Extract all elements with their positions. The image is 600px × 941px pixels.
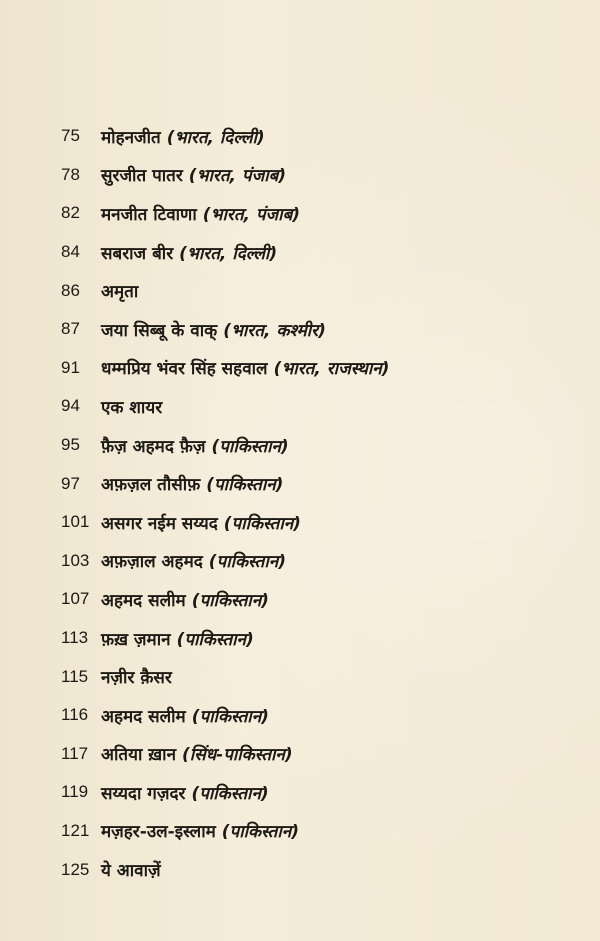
page-number: 78 — [61, 164, 80, 184]
entry-title: अफ़ज़ाल अहमद — [101, 552, 203, 573]
page-number: 113 — [61, 628, 89, 648]
entry-place: (पाकिस्तान) — [221, 822, 299, 843]
entry-title: सुरजीत पातर — [101, 166, 183, 187]
page-number: 97 — [61, 473, 80, 493]
toc-entry — [61, 503, 581, 542]
toc-entry — [61, 542, 581, 581]
toc-entry — [61, 657, 581, 696]
toc-entry — [61, 426, 581, 465]
entry-place: (पाकिस्तान) — [208, 552, 286, 573]
toc-entry — [61, 696, 581, 735]
toc-entry — [61, 850, 581, 889]
page-number: 107 — [61, 589, 90, 609]
toc-entry — [61, 271, 581, 310]
page-number: 119 — [61, 782, 89, 802]
entry-place: (भारत, कश्मीर) — [223, 320, 326, 341]
entry-title: मज़हर-उल-इस्लाम — [101, 822, 216, 843]
toc-entry — [61, 735, 581, 774]
toc-entry — [61, 310, 581, 349]
toc-entry — [61, 349, 581, 388]
page-number: 82 — [61, 203, 80, 223]
page-number: 115 — [61, 666, 89, 686]
entry-place: (पाकिस्तान) — [176, 629, 254, 650]
entry-title: अफ़ज़ल तौसीफ़ — [101, 475, 201, 496]
entry-title: जया सिब्बू के वाक् — [101, 320, 218, 341]
entry-place: (भारत, पंजाब) — [188, 166, 287, 187]
toc-entry — [61, 619, 581, 658]
entry-title: अहमद सलीम — [101, 706, 186, 727]
page-number: 101 — [61, 512, 90, 532]
entry-place: (पाकिस्तान) — [191, 783, 269, 804]
entry-place: (पाकिस्तान) — [206, 475, 284, 496]
page-number: 116 — [61, 705, 89, 725]
page-number: 117 — [61, 743, 89, 763]
entry-place: (पाकिस्तान) — [191, 590, 269, 611]
toc-entry — [61, 580, 581, 619]
toc-entry — [61, 812, 581, 851]
page-number: 103 — [61, 550, 90, 570]
entry-place: (भारत, दिल्ली) — [166, 127, 265, 148]
entry-title: सबराज बीर — [101, 243, 174, 264]
entry-title: अमृता — [101, 282, 139, 303]
entry-title: ये आवाज़ें — [101, 861, 161, 882]
toc-entry — [61, 233, 581, 272]
page-number: 75 — [61, 126, 80, 146]
page-number: 121 — [61, 820, 90, 840]
entry-title: नज़ीर क़ैसर — [101, 668, 172, 689]
page-number: 87 — [61, 319, 80, 339]
page-number: 95 — [61, 435, 80, 455]
entry-place: (भारत, दिल्ली) — [179, 243, 278, 264]
entry-place: (पाकिस्तान) — [191, 706, 269, 727]
page-number: 86 — [61, 280, 80, 300]
entry-title: असगर नईम सय्यद — [101, 513, 218, 534]
entry-place: (सिंध-पाकिस्तान) — [182, 745, 293, 766]
entry-title: अहमद सलीम — [101, 590, 186, 611]
entry-place: (पाकिस्तान) — [211, 436, 289, 457]
entry-title: मोहनजीत — [101, 127, 161, 148]
entry-place: (भारत, पंजाब) — [202, 204, 301, 225]
entry-title: फ़ैज़ अहमद फ़ैज़ — [101, 436, 206, 457]
table-of-contents — [61, 117, 581, 889]
toc-entry — [61, 156, 581, 195]
page-number: 94 — [61, 396, 80, 416]
entry-place: (भारत, राजस्थान) — [273, 359, 390, 380]
page-number: 84 — [61, 242, 80, 262]
toc-entry — [61, 387, 581, 426]
entry-place: (पाकिस्तान) — [223, 513, 301, 534]
page-number: 125 — [61, 859, 90, 879]
entry-title: सय्यदा गज़दर — [101, 783, 186, 804]
toc-entry — [61, 194, 581, 233]
entry-title: फ़ख़ ज़मान — [101, 629, 171, 650]
toc-entry — [61, 773, 581, 812]
toc-entry — [61, 464, 581, 503]
page-number: 91 — [61, 357, 80, 377]
entry-title: अतिया ख़ान — [101, 745, 177, 766]
entry-title: मनजीत टिवाणा — [101, 204, 197, 225]
entry-title: धम्मप्रिय भंवर सिंह सहवाल — [101, 359, 268, 380]
toc-entry — [61, 117, 581, 156]
entry-title: एक शायर — [101, 397, 163, 418]
